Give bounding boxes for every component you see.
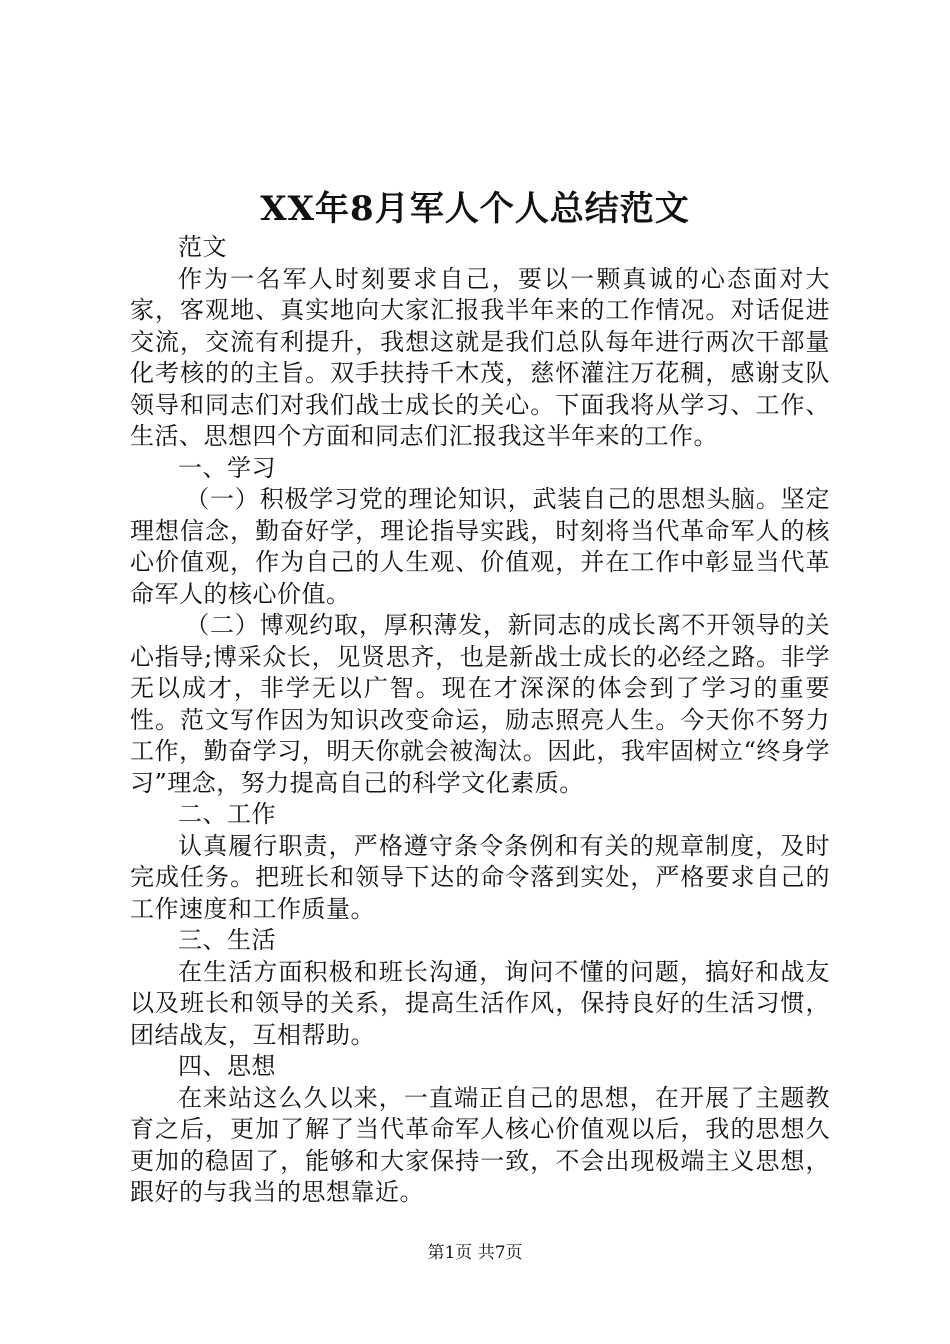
page-footer: 第1页 共7页 <box>427 1243 523 1263</box>
section-heading-life: 三、生活 <box>178 926 276 954</box>
section-label: 范文 <box>178 233 227 261</box>
study-paragraph-2: （二）博观约取，厚积薄发，新同志的成长离不开领导的关心指导;博采众长，见贤思齐，也是新战士成长的必经之路。非学无以成才，非学无以广智。现在才深深的体会到了学习的重要性。范文写作因为知识改变命运，励志照亮人生。今天你不努力工作，勤奋学习，明天你就会被淘汰。因此，我牢固树立“终身学习”理念，努力提高自己的科学文化素质。 <box>130 611 830 797</box>
work-paragraph: 认真履行职责，严格遵守条令条例和有关的规章制度，及时完成任务。把班长和领导下达的命令落到实处，严格要求自己的工作速度和工作质量。 <box>130 831 830 923</box>
document-body <box>130 232 830 1209</box>
section-heading-thought: 四、思想 <box>178 1052 276 1080</box>
section-heading-study: 一、学习 <box>178 453 276 482</box>
intro-paragraph: 作为一名军人时刻要求自己，要以一颗真诚的心态面对大家，客观地、真实地向大家汇报我半年来的工作情况。对话促进交流，交流有利提升，我想这就是我们总队每年进行两次干部量化考核的的主旨。双手扶持千木茂，慈怀灌注万花稠，感谢支队领导和同志们对我们战士成长的关心。下面我将从学习、工作、生活、思想四个方面和同志们汇报我这半年来的工作。 <box>130 264 830 450</box>
life-paragraph: 在生活方面积极和班长沟通，询问不懂的问题，搞好和战友以及班长和领导的关系，提高生活作风，保持良好的生活习惯，团结战友，互相帮助。 <box>130 957 830 1049</box>
document-title: XX年8月军人个人总结范文 <box>260 189 690 229</box>
study-paragraph-1: （一）积极学习党的理论知识，武装自己的思想头脑。坚定理想信念，勤奋好学，理论指导实践，时刻将当代革命军人的核心价值观，作为自己的人生观、价值观，并在工作中彰显当代革命军人的核心价值。 <box>130 485 830 608</box>
section-heading-work: 二、工作 <box>178 800 276 828</box>
thought-paragraph: 在来站这么久以来，一直端正自己的思想，在开展了主题教育之后，更加了解了当代革命军人核心价值观以后，我的思想久更加的稳固了，能够和大家保持一致，不会出现极端主义思想，跟好的与我当的思想靠近。 <box>130 1083 830 1206</box>
